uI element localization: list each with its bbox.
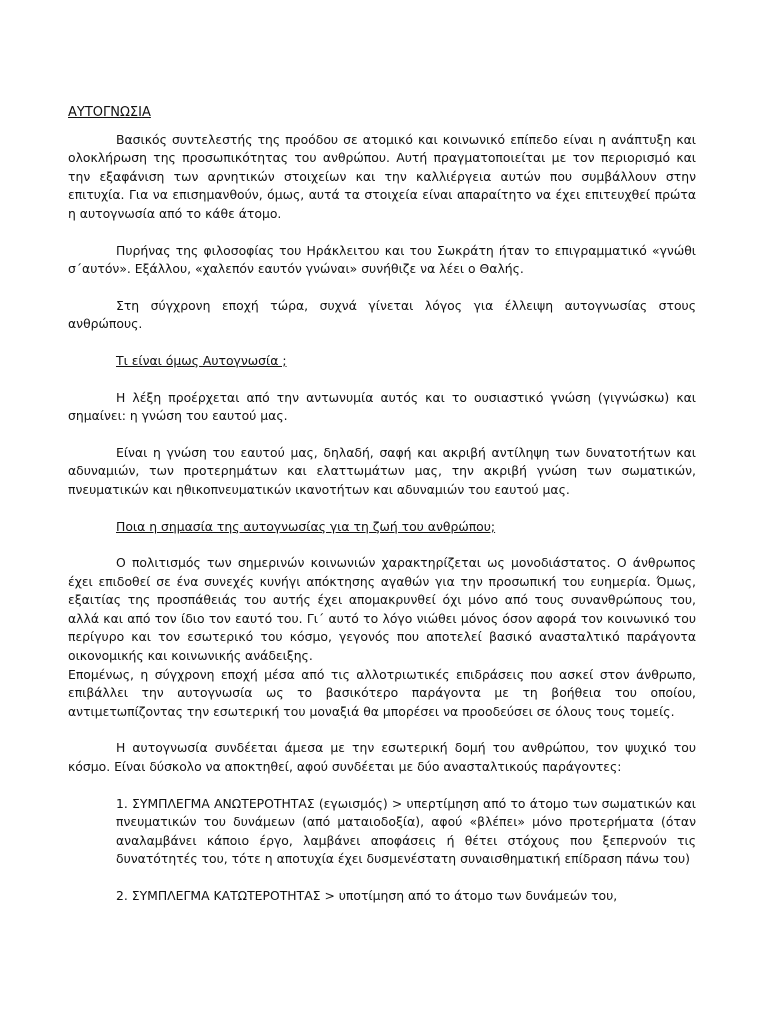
document-body <box>68 104 696 924</box>
list-item-superiority-complex: 1. ΣΥΜΠΛΕΓΜΑ ΑΝΩΤΕΡΟΤΗΤΑΣ (εγωισμός) > υπερτίμηση από το άτομο των σωματικών και πνευματικών του δυνάμεων (από ματαιοδοξία), αφού «βλέπει» μόνο προτερήματα (όταν αναλαμβάνει κάποιο έργο, λαμβάνει αποφάσεις ή θέτει στόχους που ξεπερνούν τις δυνατότητές του, τότε η αποτυχία έχει δυσμενέστατη συναισθηματική επίδραση πάνω του) <box>116 795 696 867</box>
paragraph-intro: Βασικός συντελεστής της προόδου σε ατομικό και κοινωνικό επίπεδο είναι η ανάπτυξη και ολοκλήρωση της προσωπικότητας του ανθρώπου. Αυτή πραγματοποιείται με τον περιορισμό και την εξαφάνιση των αρνητικών στοιχείων και την καλλιέργεια αυτών που συμβάλλουν στην επιτυχία. Για να επισημανθούν, όμως, αυτά τα στοιχεία είναι απαραίτητο να έχει επιτευχθεί πρώτα η αυτογνωσία από το κάθε άτομο. <box>68 131 696 221</box>
paragraph-consequently: Επομένως, η σύγχρονη εποχή μέσα από τις αλλοτριωτικές επιδράσεις που ασκεί στον άνθρωπο, επιβάλλει την αυτογνωσία ως το βασικότερο παράγοντα με τη βοήθεια του οποίου, αντιμετωπίζοντας την εσωτερική του μοναξιά θα μπορέσει να προοδεύσει σε όλους τους τομείς. <box>68 666 696 719</box>
paragraph-definition: Είναι η γνώση του εαυτού μας, δηλαδή, σαφή και ακριβή αντίληψη των δυνατοτήτων και αδυναμιών, των προτερημάτων και ελαττωμάτων μας, την ακριβή γνώση των σωματικών, πνευματικών και ηθικοπνευματικών ικανοτήτων και αδυναμιών του εαυτού μας. <box>68 444 696 497</box>
paragraph-etymology: Η λέξη προέρχεται από την αντωνυμία αυτός και το ουσιαστικό γνώση (γιγνώσκω) και σημαίνει: η γνώση του εαυτού μας. <box>68 389 696 424</box>
paragraph-modern-era: Στη σύγχρονη εποχή τώρα, συχνά γίνεται λόγος για έλλειψη αυτογνωσίας στους ανθρώπους. <box>68 297 696 332</box>
subheading-importance: Ποια η σημασία της αυτογνωσίας για τη ζωή του ανθρώπου; <box>116 518 496 534</box>
document-title: ΑΥΤΟΓΝΩΣΙΑ <box>68 105 151 120</box>
paragraph-philosophy: Πυρήνας της φιλοσοφίας του Ηράκλειτου και του Σωκράτη ήταν το επιγραμματικό «γνώθι σ΄αυτόν». Εξάλλου, «χαλεπόν εαυτόν γνώναι» συνήθιζε να λέει ο Θαλής. <box>68 242 696 277</box>
subheading-what-is: Τι είναι όμως Αυτογνωσία ; <box>116 352 287 368</box>
paragraph-inner-structure: Η αυτογνωσία συνδέεται άμεσα με την εσωτερική δομή του ανθρώπου, τον ψυχικό του κόσμο. Είναι δύσκολο να αποκτηθεί, αφού συνδέεται με δύο ανασταλτικούς παράγοντες: <box>68 740 696 775</box>
list-item-inferiority-complex: 2. ΣΥΜΠΛΕΓΜΑ ΚΑΤΩΤΕΡΟΤΗΤΑΣ > υποτίμηση από το άτομο των δυνάμεών του, <box>116 888 618 903</box>
paragraph-civilization: Ο πολιτισμός των σημερινών κοινωνιών χαρακτηρίζεται ως μονοδιάστατος. Ο άνθρωπος έχει επιδοθεί σε ένα συνεχές κυνήγι απόκτησης αγαθών για την προσωπική του ευημερία. Όμως, εξαιτίας της προσπάθειάς του αυτής έχει απομακρυνθεί όχι μόνο από τους συνανθρώπους του, αλλά και από τον ίδιο τον εαυτό του. Γι΄ αυτό το λόγο νιώθει μόνος όσον αφορά τον κοινωνικό του περίγυρο και τον εσωτερικό του κόσμο, γεγονός που αποτελεί βασικό ανασταλτικό παράγοντα οικονομικής και κοινωνικής ανάδειξης. <box>68 555 696 664</box>
